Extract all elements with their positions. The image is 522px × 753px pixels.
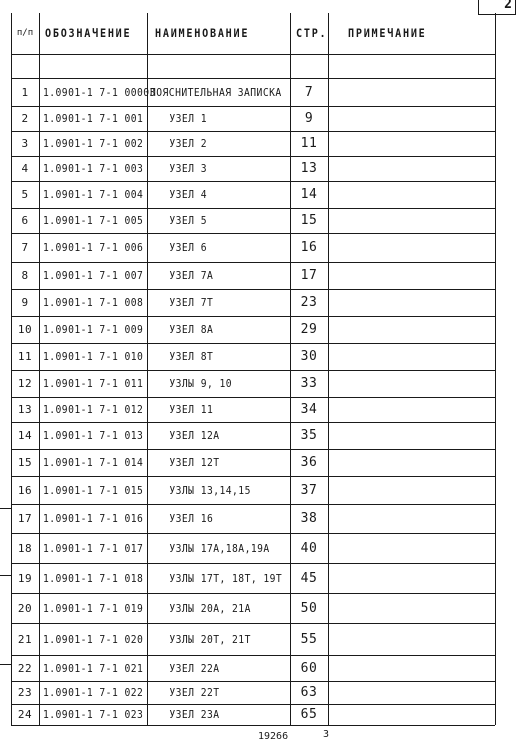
row-number: 7 [21, 241, 29, 254]
row-note [330, 397, 471, 422]
row-note [330, 233, 471, 262]
row-number: 19 [17, 571, 33, 585]
row-name: УЗЕЛ 16 [169, 512, 214, 525]
corner-stamp [478, 0, 516, 15]
row-number: 4 [21, 162, 29, 175]
row-number: 13 [17, 403, 33, 416]
grid-row-line [11, 54, 495, 55]
row-page: 16 [300, 240, 318, 255]
row-note [330, 655, 471, 681]
row-page: 60 [300, 660, 318, 676]
grid-row-line [11, 208, 495, 209]
grid-row-line [11, 397, 495, 398]
row-designation: 1.0901-1 7-1 001 [43, 112, 144, 125]
grid-row-line [11, 449, 495, 450]
row-page: 9 [304, 111, 314, 126]
row-name: УЗЛЫ 9, 10 [169, 377, 233, 390]
header-name: НАИМЕНОВАНИЕ [155, 26, 250, 40]
row-designation: 1.0901-1 7-1 009 [43, 323, 144, 336]
row-page: 40 [300, 540, 318, 556]
row-name: УЗЕЛ 7Т [169, 296, 214, 309]
row-name: УЗЕЛ 1 [169, 112, 207, 125]
row-note [330, 504, 471, 533]
row-number: 14 [17, 429, 33, 442]
row-name: УЗЛЫ 13,14,15 [169, 483, 251, 497]
row-designation: 1.0901-1 7-1 021 [43, 661, 144, 675]
row-name: УЗЕЛ 7А [169, 269, 214, 282]
row-note [330, 563, 471, 593]
row-number: 3 [21, 137, 29, 150]
row-number: 12 [17, 377, 33, 390]
grid-row-line [11, 563, 495, 564]
row-page: 37 [300, 482, 318, 498]
row-designation: 1.0901-1 7-1 016 [43, 512, 144, 525]
row-note [330, 593, 471, 623]
row-name: УЗЕЛ 5 [169, 214, 207, 227]
row-number: 20 [17, 601, 33, 615]
row-note [330, 262, 471, 289]
row-number: 2 [21, 112, 29, 125]
row-page: 11 [300, 136, 318, 151]
row-note [330, 343, 471, 370]
row-note [330, 533, 471, 563]
row-name: УЗЕЛ 3 [169, 162, 207, 175]
row-name: УЗЛЫ 20А, 21А [169, 601, 251, 615]
grid-row-line [11, 476, 495, 477]
row-note [330, 370, 471, 397]
grid-row-line [11, 704, 495, 705]
row-note [330, 289, 471, 316]
row-designation: 1.0901-1 7-1 005 [43, 214, 144, 227]
row-designation: 1.0901-1 7-1 010 [43, 350, 144, 363]
row-note [330, 422, 471, 449]
grid-row-line [11, 593, 495, 594]
row-designation: 1.0901-1 7-1 023 [43, 708, 144, 721]
row-designation: 1.0901-1 7-1 014 [43, 456, 144, 469]
row-name: УЗЕЛ 4 [169, 188, 207, 201]
grid-line-page [328, 13, 329, 725]
row-number: 5 [21, 188, 29, 201]
row-page: 15 [300, 213, 318, 228]
row-page: 65 [300, 707, 318, 722]
row-number: 18 [17, 541, 33, 555]
row-note [330, 131, 471, 156]
row-designation: 1.0901-1 7-1 022 [43, 686, 144, 699]
row-designation: 1.0901-1 7-1 004 [43, 188, 144, 201]
margin-tick [0, 508, 11, 509]
row-note [330, 316, 471, 343]
footer-sheet-id: 19266 [258, 731, 289, 742]
grid-row-line [11, 131, 495, 132]
row-page: 13 [300, 161, 318, 176]
row-name: УЗЕЛ 23А [169, 708, 220, 721]
grid-row-line [11, 725, 495, 726]
row-name: УЗЕЛ 11 [169, 403, 214, 416]
row-note [330, 208, 471, 233]
grid-row-line [11, 655, 495, 656]
row-page: 55 [300, 631, 318, 647]
header-designation: ОБОЗНАЧЕНИЕ [45, 26, 132, 40]
row-designation: 1.0901-1 7-1 019 [43, 601, 144, 615]
row-designation: 1.0901-1 7-1 013 [43, 429, 144, 442]
corner-label: 2 [504, 0, 512, 12]
grid-row-line [11, 343, 495, 344]
row-page: 29 [300, 322, 318, 337]
row-note [330, 476, 471, 504]
row-designation: 1.0901-1 7-1 00003 [43, 85, 156, 99]
header-note: ПРИМЕЧАНИЕ [348, 26, 427, 40]
row-number: 16 [17, 483, 33, 497]
row-number: 22 [17, 661, 33, 675]
header-num: п/п [16, 28, 34, 38]
row-page: 30 [300, 349, 318, 364]
row-designation: 1.0901-1 7-1 018 [43, 571, 144, 585]
grid-row-line [11, 233, 495, 234]
row-note [330, 623, 471, 655]
row-note [330, 106, 471, 131]
grid-row-line [11, 262, 495, 263]
row-name: ПОЯСНИТЕЛЬНАЯ ЗАПИСКА [150, 85, 282, 99]
row-number: 1 [21, 85, 29, 99]
grid-row-line [11, 504, 495, 505]
row-page: 50 [300, 600, 318, 616]
grid-row-line [11, 533, 495, 534]
row-name: УЗЕЛ 22Т [169, 686, 220, 699]
row-name: УЗЕЛ 6 [169, 241, 207, 254]
margin-tick [0, 664, 11, 665]
row-designation: 1.0901-1 7-1 008 [43, 296, 144, 309]
row-page: 33 [300, 376, 318, 391]
row-page: 35 [300, 428, 318, 443]
row-number: 10 [17, 323, 33, 336]
grid-row-line [11, 316, 495, 317]
row-number: 24 [17, 708, 33, 721]
row-designation: 1.0901-1 7-1 003 [43, 162, 144, 175]
grid-row-line [11, 156, 495, 157]
row-number: 11 [17, 350, 33, 363]
row-name: УЗЕЛ 22А [169, 661, 220, 675]
row-note [330, 681, 471, 704]
margin-tick [0, 575, 11, 576]
row-number: 8 [21, 269, 29, 282]
row-name: УЗЕЛ 8А [169, 323, 214, 336]
row-page: 38 [300, 511, 318, 526]
row-designation: 1.0901-1 7-1 011 [43, 377, 144, 390]
row-number: 15 [17, 456, 33, 469]
grid-row-line [11, 623, 495, 624]
row-designation: 1.0901-1 7-1 015 [43, 483, 144, 497]
row-note [330, 156, 471, 181]
row-name: УЗЕЛ 8Т [169, 350, 214, 363]
grid-line-code [147, 13, 148, 725]
grid-row-line [11, 181, 495, 182]
row-name: УЗЛЫ 17А,18А,19А [169, 541, 270, 555]
grid-line-right [495, 13, 496, 725]
row-page: 63 [300, 685, 318, 700]
row-note [330, 78, 471, 106]
row-page: 17 [300, 268, 318, 283]
grid-row-line [11, 78, 495, 79]
grid-row-line [11, 289, 495, 290]
row-page: 7 [304, 84, 314, 100]
grid-line-num [39, 13, 40, 725]
row-designation: 1.0901-1 7-1 007 [43, 269, 144, 282]
grid-row-line [11, 681, 495, 682]
row-number: 17 [17, 512, 33, 525]
row-designation: 1.0901-1 7-1 002 [43, 137, 144, 150]
row-page: 36 [300, 455, 318, 470]
header-page: СТР. [296, 26, 328, 40]
row-number: 9 [21, 296, 29, 309]
row-page: 14 [300, 187, 318, 202]
row-name: УЗЛЫ 17Т, 18Т, 19Т [169, 571, 283, 585]
row-name: УЗЛЫ 20Т, 21Т [169, 632, 251, 646]
row-number: 21 [17, 632, 33, 646]
row-number: 23 [17, 686, 33, 699]
grid-row-line [11, 106, 495, 107]
row-note [330, 181, 471, 208]
footer-sheet-no: 3 [323, 729, 330, 740]
row-number: 6 [21, 214, 29, 227]
row-designation: 1.0901-1 7-1 006 [43, 241, 144, 254]
grid-row-line [11, 370, 495, 371]
row-designation: 1.0901-1 7-1 017 [43, 541, 144, 555]
row-name: УЗЕЛ 12Т [169, 456, 220, 469]
row-name: УЗЕЛ 12А [169, 429, 220, 442]
row-page: 23 [300, 295, 318, 310]
row-note [330, 704, 471, 725]
row-name: УЗЕЛ 2 [169, 137, 207, 150]
row-page: 34 [300, 402, 318, 417]
grid-row-line [11, 422, 495, 423]
row-designation: 1.0901-1 7-1 012 [43, 403, 144, 416]
row-page: 45 [300, 570, 318, 586]
row-designation: 1.0901-1 7-1 020 [43, 632, 144, 646]
row-note [330, 449, 471, 476]
